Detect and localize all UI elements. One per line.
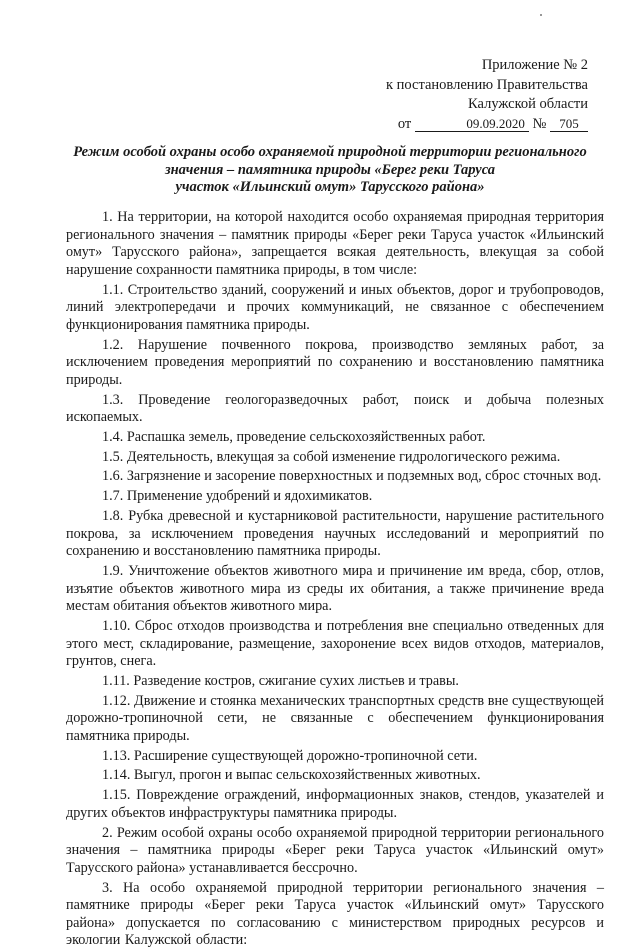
appendix-number: Приложение № 2 (481, 57, 588, 73)
appendix-region: Калужской области (468, 96, 588, 112)
paragraph-1-7: 1.7. Применение удобрений и ядохимикатов. (102, 488, 373, 505)
paragraph-1-13: 1.13. Расширение существующей дорожно-тропиночной сети. (102, 747, 478, 764)
decree-number: 705 (550, 117, 588, 132)
paragraph-1-2: 1.2. Нарушение почвенного покрова, производство земляных работ, за исключением проведения мероприятий по сохранению и восстановлению памятника природы. (66, 336, 604, 388)
paragraph-1-1: 1.1. Строительство зданий, сооружений и иных объектов, дорог и трубопроводов, линий электропередачи и прочих коммуникаций, не связанное с обеспечением функционирования памятника природы. (66, 281, 604, 333)
title-line-3: участок «Ильинский омут» Тарусского района» (175, 179, 485, 195)
title-line-1: Режим особой охраны особо охраняемой природной территории регионального (73, 144, 587, 160)
paragraph-1-3: 1.3. Проведение геологоразведочных работ, поиск и добыча полезных ископаемых. (66, 391, 604, 426)
document-body (66, 209, 604, 952)
scan-speck (540, 14, 542, 16)
appendix-header (288, 56, 588, 134)
paragraph-1-10: 1.10. Сброс отходов производства и потребления вне специально отведенных для этого мест, складирование, размещение, захоронение всех видов отходов, материалов, грунтов, снега. (66, 617, 604, 670)
document-title (60, 144, 600, 197)
number-label: № (532, 115, 547, 132)
paragraph-1-15: 1.15. Повреждение ограждений, информационных знаков, стендов, указателей и других объектов инфраструктуры памятника природы. (66, 787, 604, 821)
paragraph-1-14: 1.14. Выгул, прогон и выпас сельскохозяйственных животных. (102, 767, 481, 784)
paragraph-2: 2. Режим особой охраны особо охраняемой природной территории регионального значения – памятника природы «Берег реки Таруса участок «Ильинский омут» Тарусского района» устанавливается бессрочно. (66, 824, 604, 876)
from-label: от (397, 115, 412, 132)
paragraph-1-4: 1.4. Распашка земель, проведение сельскохозяйственных работ. (102, 428, 486, 445)
paragraph-1-8: 1.8. Рубка древесной и кустарниковой растительности, нарушение растительного покрова, за исключением проведения научных исследований и мероприятий по сохранению и восстановлению памятника природы. (66, 508, 604, 560)
paragraph-3: 3. На особо охраняемой природной территории регионального значения – памятнике природы «Берег реки Таруса участок «Ильинский омут» Тарусского района» допускается по согласованию с министерством природных ресурсов и экологии Калужской области: (66, 879, 604, 949)
paragraph-1-9: 1.9. Уничтожение объектов животного мира и причинение им вреда, сбор, отлов, изъятие объектов животного мира из среды их обитания, а также причинение вреда местам обитания объектов животного мира. (66, 562, 604, 615)
paragraph-1-12: 1.12. Движение и стоянка механических транспортных средств вне существующей дорожно-тропиночной сети, не связанные с обеспечением функционирования памятника природы. (66, 692, 604, 744)
paragraph-1-6: 1.6. Загрязнение и засорение поверхностных и подземных вод, сброс сточных вод. (102, 468, 602, 485)
title-line-2: значения – памятника природы «Берег реки Таруса (164, 161, 496, 178)
appendix-decree-ref: к постановлению Правительства (386, 76, 588, 93)
decree-date: 09.09.2020 (415, 117, 529, 132)
appendix-date-line (288, 115, 588, 135)
paragraph-1-5: 1.5. Деятельность, влекущая за собой изменение гидрологического режима. (102, 448, 561, 465)
paragraph-1-11: 1.11. Разведение костров, сжигание сухих листьев и травы. (102, 672, 459, 689)
paragraph-1: 1. На территории, на которой находится особо охраняемая природная территория регионального значения – памятник природы «Берег реки Таруса участок «Ильинский омут» Тарусского района», запрещается всякая деятельность, влекущая за собой нарушение сохранности памятника природы, в том числе: (66, 209, 604, 278)
